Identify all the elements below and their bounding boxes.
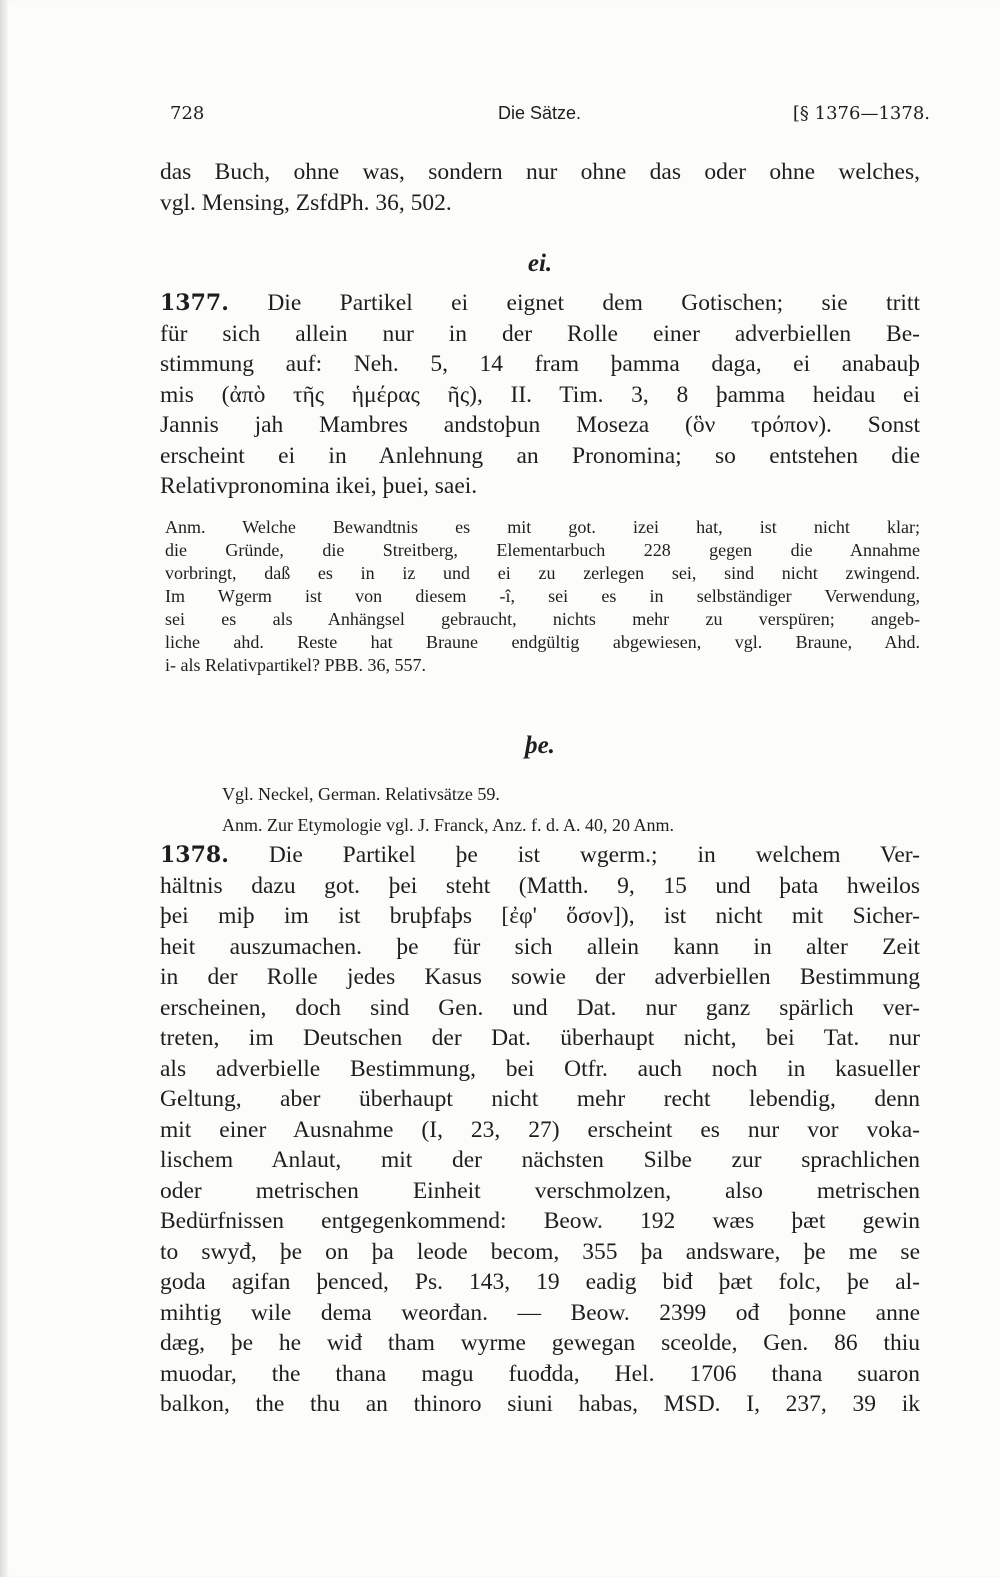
text-line: Jannis jah Mambres andstoþun Moseza (ὃν τρόπον). Sonst	[160, 412, 920, 438]
note-line: sei es als Anhängsel gebraucht, nichts mehr zu verspüren; angeb-	[165, 609, 920, 629]
text-line: 1377. Die Partikel ei eignet dem Gotischen; sie tritt	[160, 290, 920, 316]
note-line: Anm. Welche Bewandtnis es mit got. izei hat, ist nicht klar;	[165, 517, 920, 537]
paragraph-number: 1378.	[160, 842, 229, 868]
page-number: 728	[170, 103, 205, 124]
text-line: in der Rolle jedes Kasus sowie der adverbiellen Bestimmung	[160, 964, 920, 990]
paragraph-1377	[160, 288, 920, 502]
text-line: mihtig wile dema weorđan. — Beow. 2399 ođ þonne anne	[160, 1299, 920, 1326]
text-line: mit einer Ausnahme (I, 23, 27) erscheint es nur vor voka-	[160, 1116, 920, 1143]
annotation-1377	[165, 516, 920, 677]
running-header	[170, 103, 930, 129]
text-line: als adverbielle Bestimmung, bei Otfr. auch noch in kasueller	[160, 1055, 920, 1082]
annotation-the: Anm. Zur Etymologie vgl. J. Franck, Anz. f. d. A. 40, 20 Anm.	[222, 815, 674, 835]
paragraph-number: 1377.	[160, 290, 229, 316]
note-line: vorbringt, daß es in iz und ei zu zerlegen sei, sind nicht zwingend.	[165, 563, 920, 583]
text-line: 1378. Die Partikel þe ist wgerm.; in welchem Ver-	[160, 842, 920, 868]
section-range: [§ 1376—1378.	[792, 103, 930, 124]
text-line: oder metrischen Einheit verschmolzen, also metrischen	[160, 1177, 920, 1204]
text-line: Bedürfnissen entgegenkommend: Beow. 192 wæs þæt gewin	[160, 1208, 920, 1234]
page-edge-shadow	[0, 0, 8, 1577]
text-line: mis (ἀπὸ τῆς ἡμέρας ῆς), II. Tim. 3, 8 þamma heidau ei	[160, 381, 920, 408]
text-line: to swyđ, þe on þa leode becom, 355 þa andsware, þe me se	[160, 1238, 920, 1265]
note-line: liche ahd. Reste hat Braune endgültig abgewiesen, vgl. Braune, Ahd.	[165, 632, 920, 652]
text-line: stimmung auf: Neh. 5, 14 fram þamma daga, ei anabauþ	[160, 351, 920, 377]
text-line: Geltung, aber überhaupt nicht mehr recht lebendig, denn	[160, 1086, 920, 1112]
text-line: hältnis dazu got. þei steht (Matth. 9, 15 und þata hweilos	[160, 872, 920, 899]
text-line: treten, im Deutschen der Dat. überhaupt nicht, bei Tat. nur	[160, 1025, 920, 1051]
text-line: dæg, þe he wiđ tham wyrme gewegan sceolde, Gen. 86 thiu	[160, 1330, 920, 1356]
text-line: muodar, the thana magu fuođda, Hel. 1706 thana suaron	[160, 1360, 920, 1387]
text-line: für sich allein nur in der Rolle einer adverbiellen Be-	[160, 320, 920, 347]
continued-paragraph	[160, 157, 920, 218]
text-line: balkon, the thu an thinoro siuni habas, MSD. I, 237, 39 ik	[160, 1391, 920, 1417]
note-line: Im Wgerm ist von diesem -î, sei es in selbständiger Verwendung,	[165, 586, 920, 606]
text-line: erscheint ei in Anlehnung an Pronomina; so entstehen die	[160, 442, 920, 469]
paragraph-1378	[160, 840, 920, 1420]
text-line: goda agifan þenced, Ps. 143, 19 eadig biđ þæt folc, þe al-	[160, 1269, 920, 1295]
text-line: þei miþ im ist bruþfaþs [ἐφ' ὅσον]), ist nicht mit Sicher-	[160, 903, 920, 929]
text-line: erscheinen, doch sind Gen. und Dat. nur ganz spärlich ver-	[160, 994, 920, 1021]
text-line: vgl. Mensing, ZsfdPh. 36, 502.	[160, 189, 452, 216]
section-heading-the: þe.	[525, 732, 555, 759]
note-line: i- als Relativpartikel? PBB. 36, 557.	[165, 655, 426, 675]
reference-line: Vgl. Neckel, German. Relativsätze 59.	[222, 784, 500, 804]
text-line: lischem Anlaut, mit der nächsten Silbe zur sprachlichen	[160, 1147, 920, 1173]
text-line: das Buch, ohne was, sondern nur ohne das oder ohne welches,	[160, 159, 920, 185]
note-line: die Gründe, die Streitberg, Elementarbuch 228 gegen die Annahme	[165, 540, 920, 560]
running-title: Die Sätze.	[498, 103, 582, 123]
text-line: Relativpronomina ikei, þuei, saei.	[160, 473, 478, 499]
text-line: heit auszumachen. þe für sich allein kann in alter Zeit	[160, 933, 920, 960]
section-heading-ei: ei.	[527, 250, 553, 277]
